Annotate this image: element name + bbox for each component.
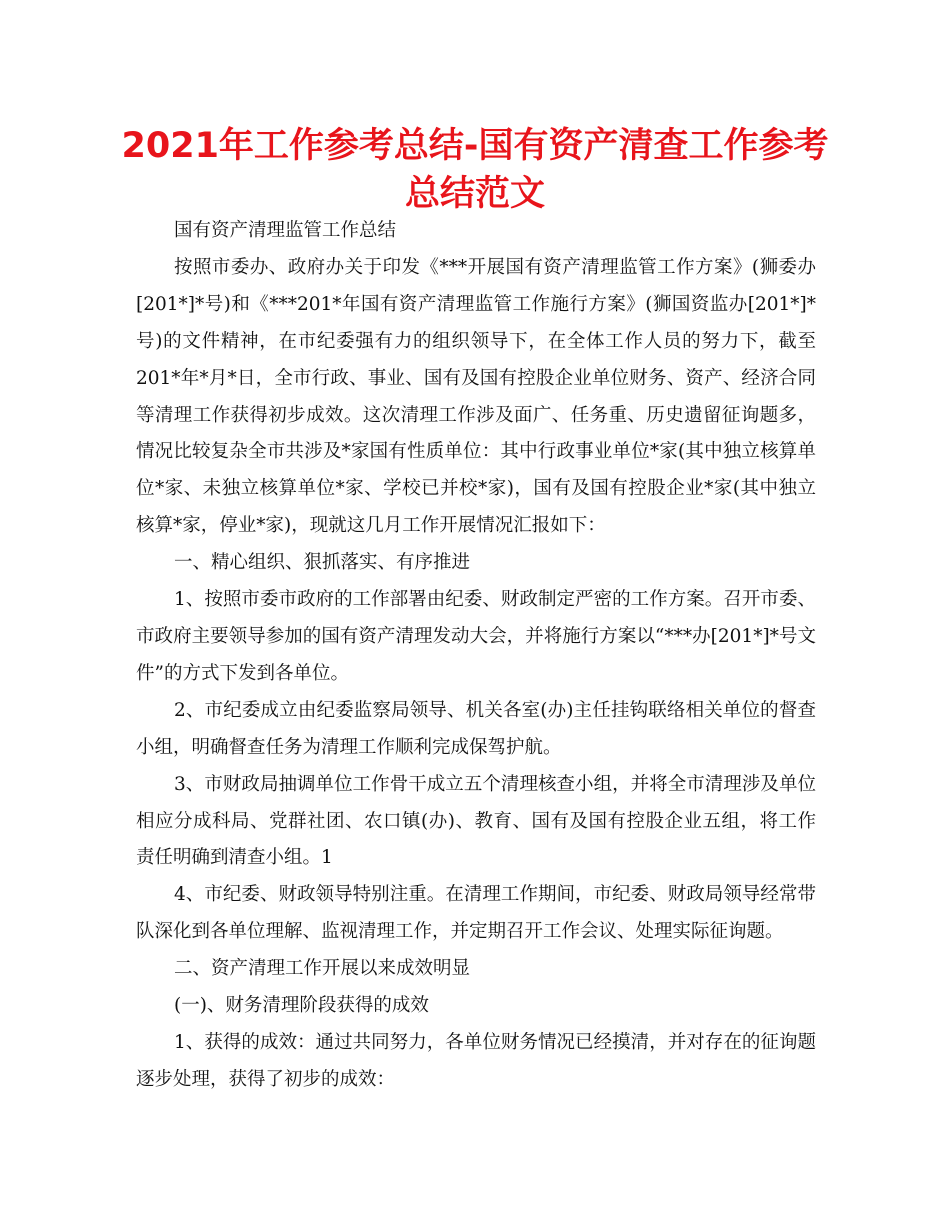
paragraph-intro: 按照市委办、政府办关于印发《***开展国有资产清理监管工作方案》(狮委办[201*]*号)和《***201*年国有资产清理监管工作施行方案》(狮国资监办[201*]*号)的文件精神，在市纪委强有力的组织领导下，在全体工作人员的努力下，截至201*年*月*日，全市行政、事业、国有及国有控股企业单位财务、资产、经济合同等清理工作获得初步成效。这次清理工作涉及面广、任务重、历史遗留征询题多，情况比较复杂全市共涉及*家国有性质单位：其中行政事业单位*家(其中独立核算单位*家、未独立核算单位*家、学校已并校*家)，国有及国有控股企业*家(其中独立核算*家，停业*家)，现就这几月工作开展情况汇报如下： — [136, 256, 816, 537]
paragraph-subtitle: 国有资产清理监管工作总结 — [174, 220, 397, 241]
document-body — [136, 213, 816, 1099]
paragraph-item-1: 1、按照市委市政府的工作部署由纪委、财政制定严密的工作方案。召开市委、市政府主要领导参加的国有资产清理发动大会，并将施行方案以“***办[201*]*号文件”的方式下发到各单位。 — [136, 589, 816, 684]
paragraph-item-4: 4、市纪委、财政领导特别注重。在清理工作期间，市纪委、财政局领导经常带队深化到各单位理解、监视清理工作，并定期召开工作会议、处理实际征询题。 — [136, 884, 816, 943]
section-heading-1: 一、精心组织、狠抓落实、有序推进 — [174, 552, 471, 574]
paragraph-item-3: 3、市财政局抽调单位工作骨干成立五个清理核查小组，并将全市清理涉及单位相应分成科局、党群社团、农口镇(办)、教育、国有及国有控股企业五组，将工作责任明确到清查小组。1 — [136, 773, 816, 869]
document-title: 2021年工作参考总结-国有资产清查工作参考总结范文 — [121, 126, 829, 214]
section-heading-2: 二、资产清理工作开展以来成效明显 — [174, 958, 471, 980]
paragraph-item-2: 2、市纪委成立由纪委监察局领导、机关各室(办)主任挂钩联络相关单位的督查小组，明确督查任务为清理工作顺利完成保驾护航。 — [136, 699, 816, 758]
paragraph-results: 1、获得的成效：通过共同努力，各单位财务情况已经摸清，并对存在的征询题逐步处理，获得了初步的成效： — [136, 1031, 816, 1090]
subsection-heading-1: (一)、财务清理阶段获得的成效 — [174, 995, 429, 1017]
